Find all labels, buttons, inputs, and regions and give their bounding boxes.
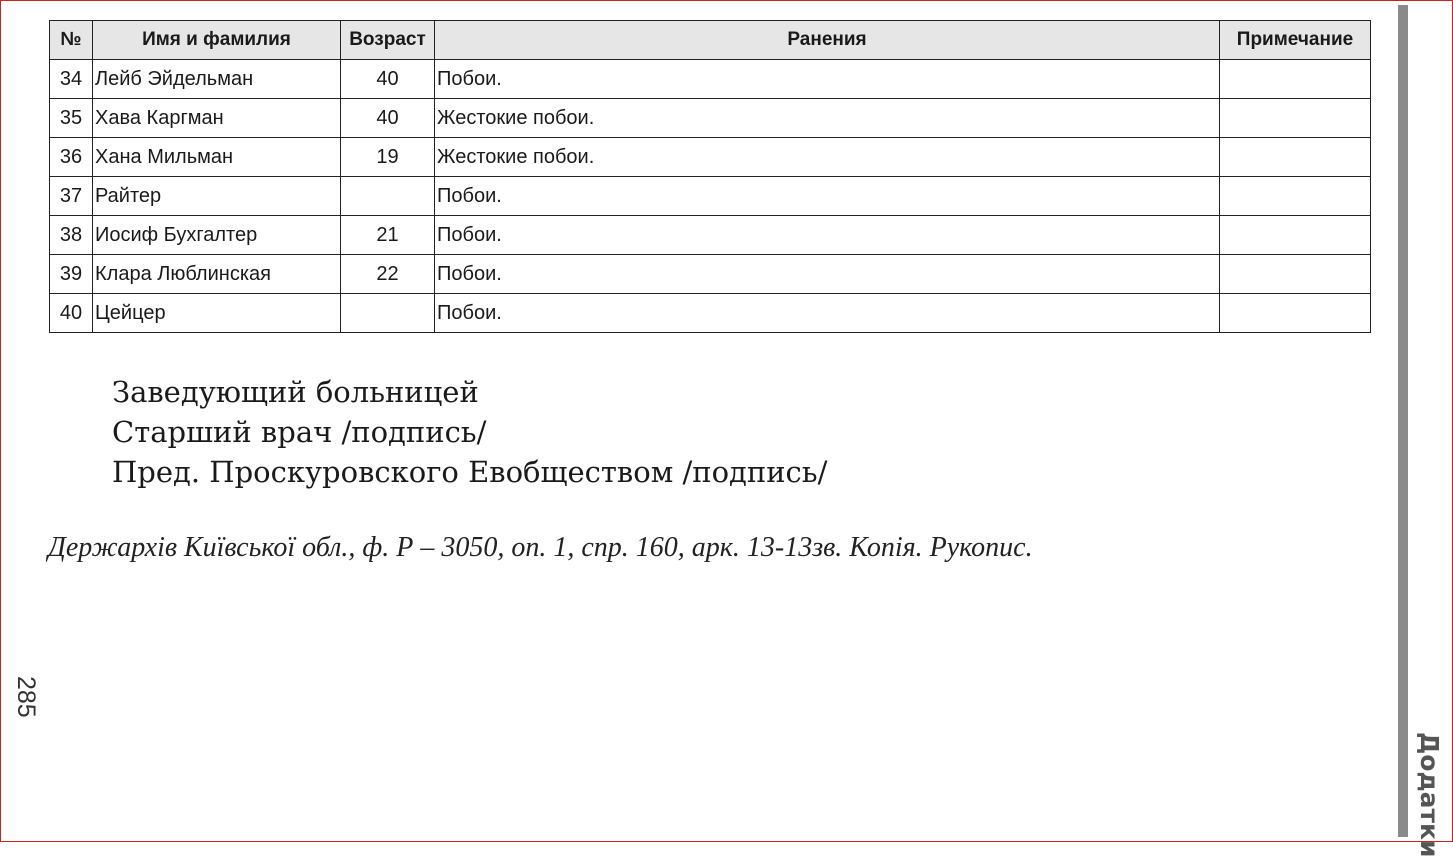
table-row bbox=[50, 294, 1371, 333]
cell-note bbox=[1220, 294, 1371, 333]
cell-age: 19 bbox=[341, 138, 435, 177]
cell-wounds: Жестокие побои. bbox=[435, 138, 1220, 177]
section-side-bar bbox=[1398, 5, 1408, 837]
cell-age bbox=[341, 294, 435, 333]
header-wounds: Ранения bbox=[435, 21, 1220, 60]
cell-wounds: Побои. bbox=[435, 294, 1220, 333]
cell-wounds: Побои. bbox=[435, 255, 1220, 294]
cell-note bbox=[1220, 138, 1371, 177]
cell-wounds: Побои. bbox=[435, 60, 1220, 99]
table-row bbox=[50, 60, 1371, 99]
cell-name: Клара Люблинская bbox=[93, 255, 341, 294]
table-row bbox=[50, 255, 1371, 294]
header-age: Возраст bbox=[341, 21, 435, 60]
cell-name: Хава Каргман bbox=[93, 99, 341, 138]
cell-age: 21 bbox=[341, 216, 435, 255]
header-number: № bbox=[50, 21, 93, 60]
cell-number: 35 bbox=[50, 99, 93, 138]
cell-note bbox=[1220, 99, 1371, 138]
cell-wounds: Побои. bbox=[435, 216, 1220, 255]
casualties-table bbox=[49, 20, 1371, 333]
table-header-row bbox=[50, 21, 1371, 60]
signature-line-chair: Пред. Проскуровского Евобществом /подпись/ bbox=[112, 455, 828, 489]
cell-age: 22 bbox=[341, 255, 435, 294]
archive-source-citation: Держархів Київської обл., ф. Р – 3050, оп. 1, спр. 160, арк. 13-13зв. Копія. Рукопис. bbox=[48, 532, 1033, 563]
cell-number: 34 bbox=[50, 60, 93, 99]
table-row bbox=[50, 99, 1371, 138]
table-row bbox=[50, 177, 1371, 216]
signature-block bbox=[112, 372, 827, 492]
cell-name: Лейб Эйдельман bbox=[93, 60, 341, 99]
cell-wounds: Побои. bbox=[435, 177, 1220, 216]
cell-age bbox=[341, 177, 435, 216]
table-row bbox=[50, 138, 1371, 177]
cell-number: 37 bbox=[50, 177, 93, 216]
table-row bbox=[50, 216, 1371, 255]
cell-number: 38 bbox=[50, 216, 93, 255]
cell-age: 40 bbox=[341, 99, 435, 138]
header-note: Примечание bbox=[1220, 21, 1371, 60]
cell-age: 40 bbox=[341, 60, 435, 99]
cell-wounds: Жестокие побои. bbox=[435, 99, 1220, 138]
cell-number: 39 bbox=[50, 255, 93, 294]
cell-note bbox=[1220, 216, 1371, 255]
cell-name: Хана Мильман bbox=[93, 138, 341, 177]
signature-line-doctor: Старший врач /подпись/ bbox=[112, 415, 487, 449]
cell-name: Цейцер bbox=[93, 294, 341, 333]
section-label: Додатки bbox=[1415, 732, 1444, 857]
header-name: Имя и фамилия bbox=[93, 21, 341, 60]
cell-number: 36 bbox=[50, 138, 93, 177]
page-number: 285 bbox=[12, 676, 40, 718]
cell-note bbox=[1220, 60, 1371, 99]
cell-name: Иосиф Бухгалтер bbox=[93, 216, 341, 255]
cell-note bbox=[1220, 255, 1371, 294]
cell-number: 40 bbox=[50, 294, 93, 333]
signature-line-head: Заведующий больницей bbox=[112, 375, 479, 409]
cell-note bbox=[1220, 177, 1371, 216]
cell-name: Райтер bbox=[93, 177, 341, 216]
